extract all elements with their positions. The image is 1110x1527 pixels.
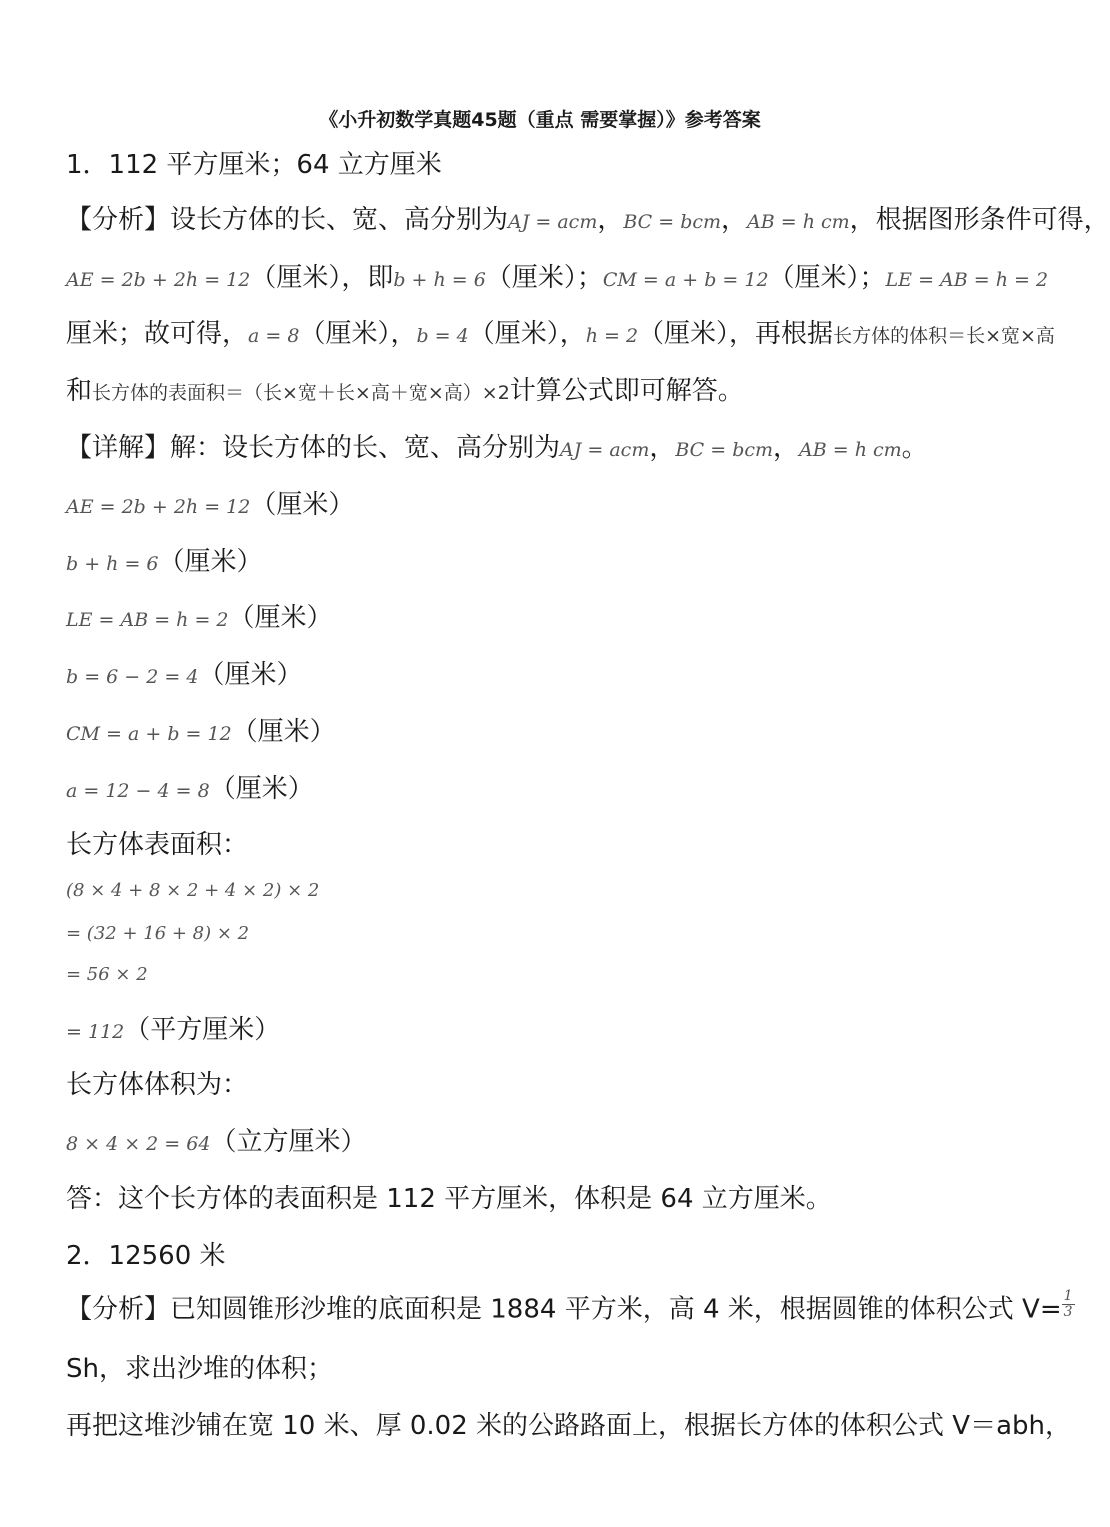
q1-analysis-line-4: 和长方体的表面积＝（长×宽＋长×高＋宽×高）×2计算公式即可解答。	[66, 376, 744, 406]
fraction-one-third: $\frac{1}{3}$	[1063, 1288, 1073, 1320]
equation-cm: CM = a + b = 12（厘米）	[66, 717, 336, 747]
q2-analysis-line-2: Sh，求出沙堆的体积；	[66, 1354, 333, 1384]
volume-equation: 8 × 4 × 2 = 64（立方厘米）	[66, 1127, 367, 1157]
q1-heading: 1．112 平方厘米；64 立方厘米	[66, 150, 442, 180]
surface-step-1: (8 × 4 + 8 × 2 + 4 × 2) × 2	[66, 880, 320, 901]
equation-ae: AE = 2b + 2ℎ = 12（厘米）	[66, 490, 355, 520]
equation-b-plus-h: b + ℎ = 6（厘米）	[66, 547, 263, 577]
equation-a: a = 12 − 4 = 8（厘米）	[66, 774, 314, 804]
page-title: 《小升初数学真题45题（重点 需要掌握）》参考答案	[319, 109, 761, 131]
q1-detail-line-1: 【详解】解：设长方体的长、宽、高分别为AJ = acm，BC = bcm，AB = ℎ cm。	[66, 433, 928, 463]
q1-answer: 答：这个长方体的表面积是 112 平方厘米，体积是 64 立方厘米。	[66, 1184, 832, 1214]
surface-step-3: = 56 × 2	[66, 964, 148, 985]
volume-label: 长方体体积为：	[66, 1070, 249, 1100]
q1-analysis-line-2: AE = 2b + 2ℎ = 12（厘米），即b + ℎ = 6（厘米）；CM = a + b = 12（厘米）；LE = AB = ℎ = 2	[66, 263, 1049, 293]
q1-analysis-line-3: 厘米；故可得，a = 8（厘米），b = 4（厘米），ℎ = 2（厘米），再根据长方体的体积＝长×宽×高	[66, 319, 1055, 349]
q1-analysis-line-1: 【分析】设长方体的长、宽、高分别为AJ = acm，BC = bcm，AB = ℎ cm，根据图形条件可得，	[66, 205, 1110, 235]
equation-b: b = 6 − 2 = 4（厘米）	[66, 660, 303, 690]
surface-step-4: = 112（平方厘米）	[66, 1015, 281, 1045]
surface-area-label: 长方体表面积：	[66, 830, 249, 860]
q2-analysis-line-3: 再把这堆沙铺在宽 10 米、厚 0.02 米的公路路面上，根据长方体的体积公式 V＝abh，	[66, 1411, 1071, 1441]
equation-le: LE = AB = ℎ = 2（厘米）	[66, 603, 333, 633]
q2-analysis-line-1: 【分析】已知圆锥形沙堆的底面积是 1884 平方米，高 4 米，根据圆锥的体积公式 V= $\frac{1}{3}$	[66, 1288, 1073, 1325]
surface-step-2: = (32 + 16 + 8) × 2	[66, 923, 250, 944]
q2-heading: 2．12560 米	[66, 1241, 226, 1271]
